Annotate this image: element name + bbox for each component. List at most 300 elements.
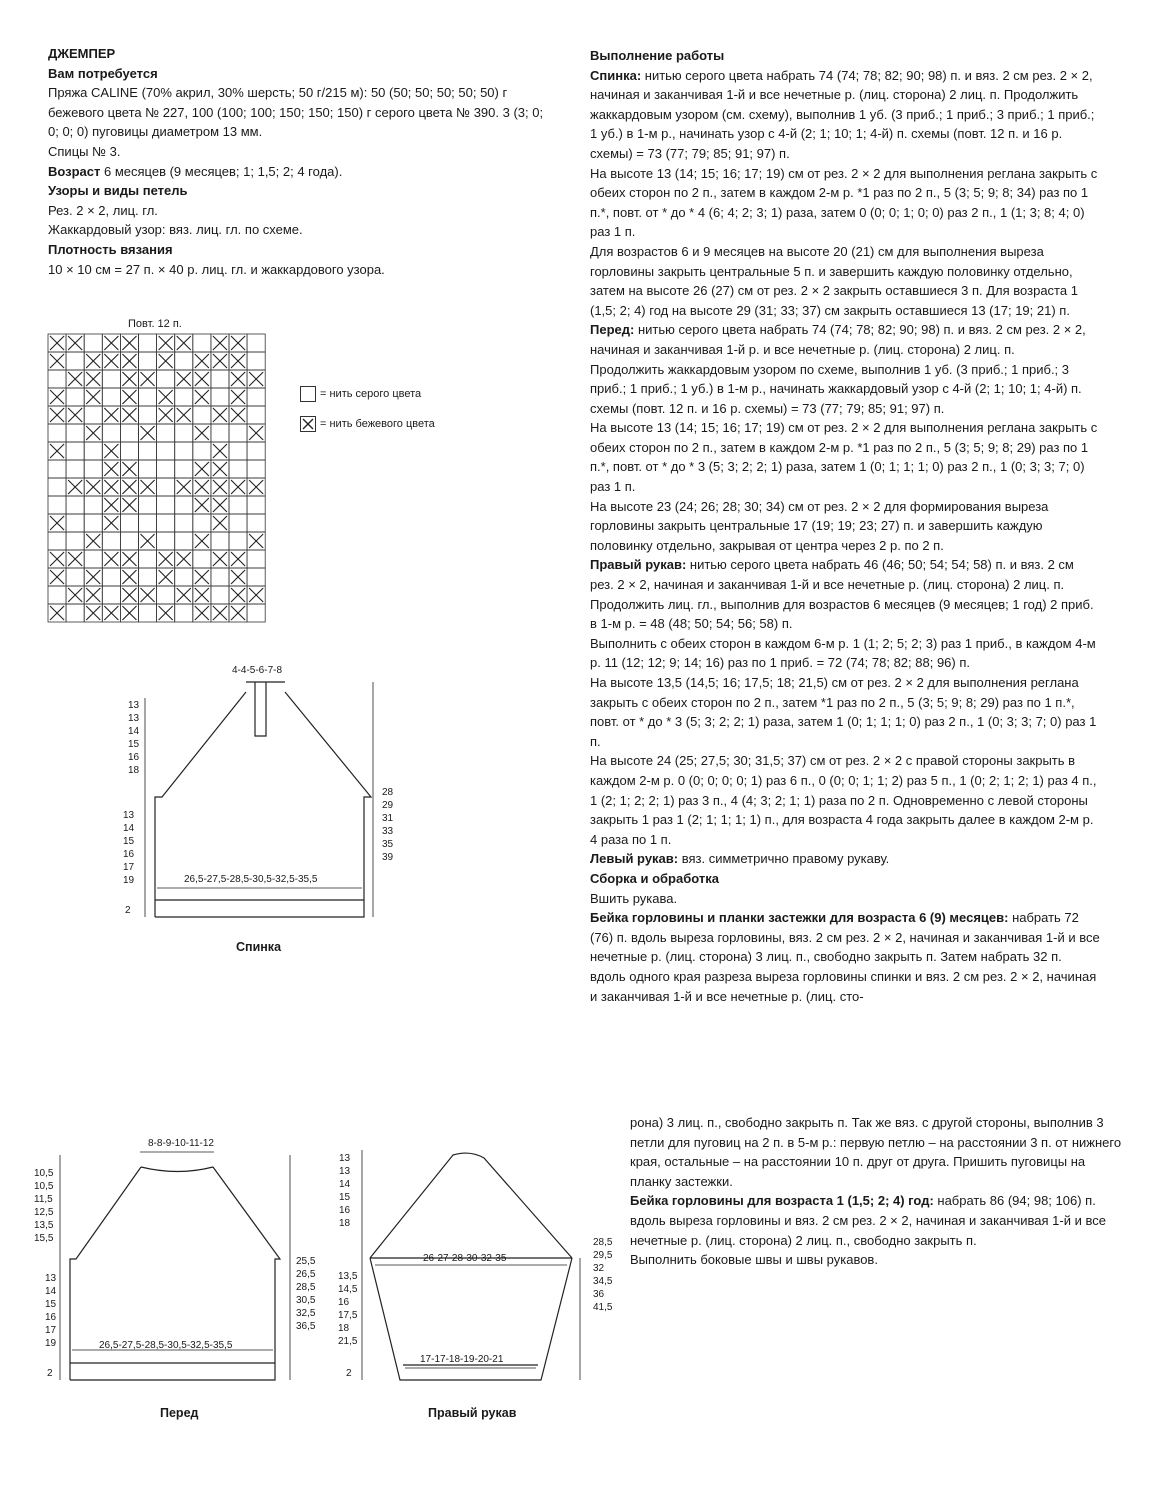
chart-cell: [157, 514, 175, 532]
sleeve-text-1: [590, 555, 1100, 633]
chart-cell: [139, 334, 157, 352]
dim-label: 30,5: [296, 1295, 316, 1306]
chart-cell: [229, 424, 247, 442]
beige-stitch-cross: [213, 606, 227, 620]
dim-label: 13: [339, 1166, 351, 1177]
beige-stitch-cross: [86, 606, 100, 620]
chart-cell: [175, 388, 193, 406]
dim-label: 29,5: [593, 1250, 613, 1261]
instructions-continued: [630, 1113, 1130, 1270]
chart-cell: [84, 514, 102, 532]
chart-cell: [193, 334, 211, 352]
legend-beige: [300, 416, 435, 432]
dim-label: 18: [339, 1218, 351, 1229]
chart-cell: [157, 496, 175, 514]
chart-cell: [66, 424, 84, 442]
chart-cell: [84, 496, 102, 514]
front-heading: Перед:: [590, 322, 635, 338]
beige-stitch-cross: [213, 480, 227, 494]
front-text-2: Продолжить жаккардовым узором по схеме, выполнив 1 уб. (3 приб.; 1 приб.; 3 приб.; 1 приб.; 1 уб.) в 1-м р., начинать жаккардовый узор с 4-й (2; 1; 10; 1; 4-й) п. схемы (повт. 12 п. и 16 р. схемы) = 73 (77; 79; 85; 91; 97) п.: [590, 361, 1082, 416]
gauge-heading: Плотность вязания: [48, 241, 173, 257]
beige-stitch-cross: [231, 408, 245, 422]
beige-stitch-cross: [177, 408, 191, 422]
dim-label: 15: [123, 836, 135, 847]
chart-cell: [247, 352, 265, 370]
chart-cell: [229, 514, 247, 532]
chart-cell: [66, 352, 84, 370]
back-width-label: 26,5-27,5-28,5-30,5-32,5-35,5: [184, 874, 318, 885]
beige-stitch-cross: [122, 480, 136, 494]
dim-label: 14: [128, 726, 140, 737]
front-left-lower: [45, 1272, 56, 1350]
beige-stitch-cross: [122, 462, 136, 476]
beige-stitch-cross: [231, 552, 245, 566]
beige-stitch-cross: [122, 372, 136, 386]
beige-stitch-cross: [141, 372, 155, 386]
legend-grey-label: = нить серого цвета: [320, 388, 422, 400]
beige-stitch-cross: [177, 336, 191, 350]
work-heading: Выполнение работы: [590, 48, 725, 63]
dim-label: 34,5: [593, 1276, 613, 1287]
chart-cell: [175, 514, 193, 532]
chart-cell: [66, 514, 84, 532]
chart-cell: [48, 496, 66, 514]
beige-stitch-cross: [104, 462, 118, 476]
dim-label: 28,5: [593, 1237, 613, 1248]
dim-label: 36: [593, 1289, 605, 1300]
chart-cell: [247, 388, 265, 406]
front-caption: Перед: [160, 1406, 199, 1420]
cross-icon: [300, 416, 316, 432]
beige-stitch-cross: [141, 426, 155, 440]
chart-cell: [247, 334, 265, 352]
front-text-3: На высоте 13 (14; 15; 16; 17; 19) см от рез. 2 × 2 для выполнения реглана закрыть с обеих сторон по 2 п., затем в каждом 2-м р. *1 раз по 2 п., 5 (3; 5; 9; 8; 29) раз по 1 п.*, повт. от * до * 3 (5; 3; 2; 2; 1) раза, затем 1 (0; 1; 1; 1; 0) раз 2 п., 1 (0; 3; 3; 7; 0) раз 1 п.: [590, 420, 1098, 495]
beige-stitch-cross: [122, 354, 136, 368]
materials-heading: Вам потребуется: [48, 65, 158, 81]
dim-label: 26,5: [296, 1269, 316, 1280]
dim-label: 28: [382, 787, 394, 798]
chart-cell: [175, 532, 193, 550]
beige-stitch-cross: [231, 390, 245, 404]
beige-stitch-cross: [50, 336, 64, 350]
dim-label: 17: [123, 862, 135, 873]
chart-cell: [211, 568, 229, 586]
beige-stitch-cross: [86, 426, 100, 440]
band-text-2: рона) 3 лиц. п., свободно закрыть п. Так же вяз. с другой стороны, выполнив 3 петли для пуговиц на 2 п. в 5-м р.: первую петлю – на расстоянии 3 п. от нижнего края, остальные – на расстоянии 10 п. друг от друга. Пришить пуговицы на планку застежки.: [630, 1115, 1122, 1189]
dim-label: 32,5: [296, 1308, 316, 1319]
beige-stitch-cross: [50, 516, 64, 530]
back-text-3: Для возрастов 6 и 9 месяцев на высоте 20 (21) см для выполнения выреза горловины закрыть центральные 5 п. и завершить каждую половинку отдельно, затем на высоте 26 (27) см от рез. 2 × 2 закрыть оставшиеся 3 п. Для возраста 1 (1,5; 2; 4) год на высоте 29 (31; 33; 37) см закрыть оставшиеся 13 (17; 19; 21) п.: [590, 243, 1078, 318]
front-rib-label: 2: [47, 1368, 53, 1379]
beige-stitch-cross: [195, 480, 209, 494]
chart-cell: [102, 388, 120, 406]
chart-cell: [211, 586, 229, 604]
chart-cell: [193, 442, 211, 460]
chart-cell: [211, 388, 229, 406]
back-left-lower: [123, 809, 134, 887]
beige-stitch-cross: [159, 354, 173, 368]
paragraph-text: нитью серого цвета набрать 74 (74; 78; 82; 90; 98) п. и вяз. 2 см рез. 2 × 2, начиная и заканчивая 1-й р. и все нечетные р. (лиц. сторона) 2 лиц. п.: [590, 322, 1086, 357]
paragraph-text: набрать 72 (76) п. вдоль выреза горловины, вяз. 2 см рез. 2 × 2, начиная и заканчивая 1-й и все нечетные р. (лиц. сторона) 3 лиц. п., свободно закрыть п. Затем набрать 32 п. вдоль одного края разреза выреза горловины спинки и вяз. 2 см рез. 2 × 2, начиная и заканчивая 1-й и все нечетные р. (лиц. сто-: [590, 910, 1100, 1004]
beige-stitch-cross: [50, 552, 64, 566]
dim-label: 19: [123, 875, 135, 886]
dim-label: 15: [339, 1192, 351, 1203]
front-top-label: 8-8-9-10-11-12: [148, 1138, 214, 1149]
beige-stitch-cross: [195, 372, 209, 386]
sleeve-text-3: На высоте 13,5 (14,5; 16; 17,5; 18; 21,5) см от рез. 2 × 2 для выполнения реглана закрыть с обеих сторон по 2 п., затем *1 раз по 2 п., 5 (3; 5; 9; 8; 29) раз по 1 п.*, повт. от * до * 3 (5; 3; 2; 2; 1) раза, затем 1 (0; 1; 1; 1; 0) раз 2 п., 1 (0; 3; 3; 7; 0) раз 1 п.: [590, 675, 1097, 749]
chart-cell: [211, 532, 229, 550]
dim-label: 11,5: [34, 1194, 53, 1205]
front-width-label: 26,5-27,5-28,5-30,5-32,5-35,5: [99, 1340, 233, 1351]
chart-cell: [84, 460, 102, 478]
dim-label: 32: [593, 1263, 605, 1274]
chart-cell: [84, 550, 102, 568]
beige-stitch-cross: [231, 606, 245, 620]
beige-stitch-cross: [86, 480, 100, 494]
chart-cell: [157, 478, 175, 496]
chart-cell: [157, 532, 175, 550]
chart-cell: [139, 442, 157, 460]
beige-stitch-cross: [231, 372, 245, 386]
beige-stitch-cross: [195, 606, 209, 620]
chart-cell: [66, 460, 84, 478]
chart-cell: [48, 478, 66, 496]
chart-cell: [157, 586, 175, 604]
back-rib-label: 2: [125, 905, 131, 916]
beige-stitch-cross: [159, 408, 173, 422]
beige-stitch-cross: [195, 462, 209, 476]
chart-cell: [139, 550, 157, 568]
chart-cell: [193, 406, 211, 424]
beige-stitch-cross: [104, 480, 118, 494]
beige-stitch-cross: [213, 462, 227, 476]
chart-cell: [102, 532, 120, 550]
dim-label: 14,5: [338, 1284, 358, 1295]
beige-stitch-cross: [50, 444, 64, 458]
chart-cell: [139, 568, 157, 586]
beige-stitch-cross: [159, 570, 173, 584]
chart-cell: [139, 388, 157, 406]
assembly-heading: Сборка и обработка: [590, 870, 719, 886]
beige-stitch-cross: [213, 336, 227, 350]
back-top-label: 4-4-5-6-7-8: [232, 665, 283, 676]
dim-label: 15: [45, 1299, 57, 1310]
rib-text: Рез. 2 × 2, лиц. гл.: [48, 202, 158, 218]
age-value: 6 месяцев (9 месяцев; 1; 1,5; 2; 4 года).: [100, 163, 343, 179]
chart-cell: [66, 532, 84, 550]
beige-stitch-cross: [50, 354, 64, 368]
beige-stitch-cross: [177, 588, 191, 602]
legend-beige-label: = нить бежевого цвета: [320, 418, 435, 430]
beige-stitch-cross: [213, 408, 227, 422]
back-heading: Спинка:: [590, 67, 642, 83]
chart-cell: [66, 496, 84, 514]
beige-stitch-cross: [249, 372, 263, 386]
beige-stitch-cross: [249, 534, 263, 548]
chart-cell: [102, 568, 120, 586]
chart-cell: [48, 532, 66, 550]
chart-repeat-label: Повт. 12 п.: [128, 318, 182, 330]
beige-stitch-cross: [213, 516, 227, 530]
beige-stitch-cross: [122, 606, 136, 620]
chart-cell: [139, 604, 157, 622]
beige-stitch-cross: [159, 552, 173, 566]
dim-label: 15,5: [34, 1233, 54, 1244]
paragraph-text: вяз. симметрично правому рукаву.: [678, 851, 890, 867]
dim-label: 33: [382, 826, 394, 837]
paragraph-text: нитью серого цвета набрать 74 (74; 78; 82; 90; 98) п. и вяз. 2 см рез. 2 × 2, начиная и заканчивая 1-й и все нечетные р. (лиц. сторона) 2 лиц. п. Продолжить жаккардовым узором (см. схему), выполнив 1 уб. (3 приб.; 1 приб.; 3 приб.; 1 приб.; 1 уб.) в 1-м р., начинать узор с 4-й (2; 1; 10; 1; 4-й) п. схемы (повт. 12 п. и 16 р. схемы) = 73 (77; 79; 85; 91; 97) п.: [590, 67, 1095, 161]
paragraph-text: набрать 86 (94; 98; 106) п. вдоль выреза горловины и вяз. 2 см рез. 2 × 2, начиная и заканчивая 1-й и все нечетные р. (лиц. сторона) 2 лиц. п., свободно закрыть п.: [630, 1193, 1106, 1248]
dim-label: 10,5: [34, 1181, 54, 1192]
assembly-text: Вшить рукава.: [590, 890, 678, 906]
beige-stitch-cross: [213, 354, 227, 368]
beige-stitch-cross: [177, 552, 191, 566]
chart-cell: [102, 586, 120, 604]
dim-label: 36,5: [296, 1321, 316, 1332]
dim-label: 10,5: [34, 1168, 54, 1179]
beige-stitch-cross: [195, 570, 209, 584]
beige-stitch-cross: [68, 336, 82, 350]
legend-grey: [300, 386, 421, 402]
chart-cell: [193, 514, 211, 532]
beige-stitch-cross: [213, 444, 227, 458]
chart-cell: [175, 442, 193, 460]
beige-stitch-cross: [86, 354, 100, 368]
pattern-title: ДЖЕМПЕР: [48, 46, 116, 61]
chart-cell: [66, 604, 84, 622]
beige-stitch-cross: [231, 480, 245, 494]
chart-cell: [175, 496, 193, 514]
chart-cell: [84, 406, 102, 424]
chart-cell: [247, 550, 265, 568]
chart-cell: [175, 352, 193, 370]
dim-label: 35: [382, 839, 394, 850]
chart-cell: [48, 586, 66, 604]
chart-cell: [84, 442, 102, 460]
beige-stitch-cross: [104, 336, 118, 350]
chart-cell: [247, 514, 265, 532]
beige-stitch-cross: [122, 498, 136, 512]
chart-cell: [139, 496, 157, 514]
dim-label: 14: [45, 1286, 57, 1297]
sleeve-text-4: На высоте 24 (25; 27,5; 30; 31,5; 37) см от рез. 2 × 2 с правой стороны закрыть в каждом 2-м р. 0 (0; 0; 0; 0; 1) раз 6 п., 0 (0; 0; 1; 1; 2) раз 5 п., 1 (0; 2; 1; 2; 1) раз 4 п., 1 (2; 1; 2; 2; 1) раз 3 п., 4 (4; 3; 2; 1; 1) раза по 2 п. Одновременно с левой стороны закрыть 1 раз 1 (2; 1; 1; 1; 1) п., для возраста 4 года закрыть далее в каждом 2-м р. 4 раза по 1 п.: [590, 753, 1097, 847]
jacquard-chart: [48, 334, 268, 624]
dim-label: 13,5: [34, 1220, 54, 1231]
chart-cell: [120, 532, 138, 550]
chart-cell: [157, 460, 175, 478]
chart-cell: [193, 550, 211, 568]
chart-cell: [157, 370, 175, 388]
beige-stitch-cross: [104, 516, 118, 530]
beige-stitch-cross: [104, 408, 118, 422]
beige-stitch-cross: [122, 588, 136, 602]
beige-stitch-cross: [86, 570, 100, 584]
band2-heading: Бейка горловины для возраста 1 (1,5; 2; 4) год:: [630, 1193, 934, 1209]
chart-cell: [247, 568, 265, 586]
dim-label: 39: [382, 852, 394, 863]
sleeve-rib-label: 2: [346, 1368, 352, 1379]
dim-label: 12,5: [34, 1207, 54, 1218]
beige-swatch: [300, 416, 316, 432]
back-caption: Спинка: [236, 940, 282, 954]
sleeve-cuff-label: 17-17-18-19-20-21: [420, 1354, 504, 1365]
back-left-upper: [128, 699, 139, 777]
chart-cell: [175, 460, 193, 478]
beige-stitch-cross: [195, 354, 209, 368]
sleeve-caption: Правый рукав: [428, 1406, 517, 1420]
beige-stitch-cross: [213, 498, 227, 512]
beige-stitch-cross: [195, 534, 209, 548]
dim-label: 31: [382, 813, 394, 824]
chart-cell: [175, 424, 193, 442]
chart-cell: [175, 604, 193, 622]
back-text-2: На высоте 13 (14; 15; 16; 17; 19) см от рез. 2 × 2 для выполнения реглана закрыть с обеих сторон по 2 п., затем в каждом 2-м р. *1 раз по 2 п., 5 (3; 5; 9; 8; 34) раз по 1 п.*, повт. от * до * 4 (6; 4; 2; 3; 1) раза, затем 0 (0; 0; 1; 0; 0) раз 2 п., 1 (1; 3; 8; 4; 0) раз 1 п.: [590, 165, 1098, 240]
chart-cell: [48, 370, 66, 388]
beige-stitch-cross: [195, 498, 209, 512]
dim-label: 17: [45, 1325, 57, 1336]
dim-label: 21,5: [338, 1336, 358, 1347]
beige-stitch-cross: [86, 372, 100, 386]
chart-cell: [229, 442, 247, 460]
sleeve-text-2: Выполнить с обеих сторон в каждом 6-м р. 1 (1; 2; 5; 2; 3) раз 1 приб., в каждом 4-м р. 11 (12; 12; 9; 14; 16) раз по 1 приб. = 72 (74; 78; 82; 88; 96) п.: [590, 635, 1096, 671]
beige-stitch-cross: [86, 588, 100, 602]
dim-label: 29: [382, 800, 394, 811]
sleeve-left-upper: [339, 1152, 350, 1230]
chart-cell: [157, 424, 175, 442]
chart-cell: [84, 334, 102, 352]
sleeve-left-lower: [338, 1270, 357, 1348]
chart-cell: [139, 406, 157, 424]
chart-cell: [247, 496, 265, 514]
patterns-heading: Узоры и виды петель: [48, 183, 188, 199]
dim-label: 14: [339, 1179, 351, 1190]
sleeve-right-dims: [593, 1236, 612, 1314]
beige-stitch-cross: [122, 336, 136, 350]
beige-stitch-cross: [122, 390, 136, 404]
beige-stitch-cross: [159, 390, 173, 404]
dim-label: 16: [338, 1297, 350, 1308]
back-right-dims: [382, 786, 393, 864]
beige-stitch-cross: [231, 354, 245, 368]
chart-cell: [102, 424, 120, 442]
beige-stitch-cross: [50, 408, 64, 422]
grey-swatch: [300, 386, 316, 402]
beige-stitch-cross: [86, 390, 100, 404]
sleeve-width-label: 26-27-28-30-32-35: [423, 1253, 507, 1264]
beige-stitch-cross: [141, 534, 155, 548]
dim-label: 18: [338, 1323, 350, 1334]
beige-stitch-cross: [195, 588, 209, 602]
beige-stitch-cross: [122, 408, 136, 422]
dim-label: 16: [339, 1205, 351, 1216]
dim-label: 14: [123, 823, 135, 834]
chart-cell: [120, 424, 138, 442]
dim-label: 19: [45, 1338, 57, 1349]
chart-cell: [66, 442, 84, 460]
beige-stitch-cross: [104, 552, 118, 566]
beige-stitch-cross: [249, 426, 263, 440]
dim-label: 13: [45, 1273, 57, 1284]
chart-cell: [175, 568, 193, 586]
chart-cell: [102, 370, 120, 388]
dim-label: 28,5: [296, 1282, 316, 1293]
chart-cell: [139, 514, 157, 532]
chart-cell: [229, 460, 247, 478]
chart-cell: [66, 388, 84, 406]
dim-label: 13: [339, 1153, 351, 1164]
chart-cell: [247, 460, 265, 478]
beige-stitch-cross: [141, 480, 155, 494]
beige-stitch-cross: [86, 534, 100, 548]
front-left-upper: [34, 1167, 53, 1245]
chart-cell: [247, 406, 265, 424]
dim-label: 16: [128, 752, 140, 763]
dim-label: 13: [128, 700, 140, 711]
dim-label: 16: [123, 849, 135, 860]
dim-label: 18: [128, 765, 140, 776]
chart-cell: [229, 532, 247, 550]
beige-stitch-cross: [104, 444, 118, 458]
beige-stitch-cross: [104, 606, 118, 620]
beige-stitch-cross: [249, 588, 263, 602]
beige-stitch-cross: [68, 408, 82, 422]
beige-stitch-cross: [195, 426, 209, 440]
beige-stitch-cross: [50, 570, 64, 584]
band2-text: [630, 1191, 1130, 1250]
beige-stitch-cross: [68, 480, 82, 494]
sleeve-heading: Правый рукав:: [590, 557, 687, 573]
beige-stitch-cross: [159, 606, 173, 620]
materials-section: [48, 44, 548, 279]
beige-stitch-cross: [68, 552, 82, 566]
left-sleeve-text: [590, 849, 1100, 869]
beige-stitch-cross: [231, 588, 245, 602]
dim-label: 13,5: [338, 1271, 358, 1282]
beige-stitch-cross: [177, 480, 191, 494]
left-sleeve-heading: Левый рукав:: [590, 851, 679, 867]
front-text-4: На высоте 23 (24; 26; 28; 30; 34) см от рез. 2 × 2 для формирования выреза горловины закрыть центральные 17 (19; 19; 23; 27) п. и завершить каждую половинку отдельно, закрывая от центра через 2 р. по 2 п.: [590, 498, 1049, 553]
jacquard-text: Жаккардовый узор: вяз. лиц. гл. по схеме.: [48, 222, 303, 238]
dim-label: 13: [128, 713, 140, 724]
finish-text: Выполнить боковые швы и швы рукавов.: [630, 1252, 878, 1268]
chart-cell: [211, 370, 229, 388]
chart-cell: [139, 460, 157, 478]
chart-cell: [211, 424, 229, 442]
age-text: [48, 162, 548, 182]
dim-label: 16: [45, 1312, 57, 1323]
beige-stitch-cross: [213, 552, 227, 566]
beige-stitch-cross: [104, 498, 118, 512]
needles-text: Спицы № 3.: [48, 143, 121, 159]
back-text-1: [590, 66, 1100, 164]
chart-cell: [247, 604, 265, 622]
chart-cell: [139, 352, 157, 370]
chart-cell: [120, 442, 138, 460]
beige-stitch-cross: [177, 372, 191, 386]
beige-stitch-cross: [104, 354, 118, 368]
beige-stitch-cross: [50, 390, 64, 404]
dim-label: 13: [123, 810, 135, 821]
beige-stitch-cross: [68, 372, 82, 386]
chart-cell: [120, 514, 138, 532]
beige-stitch-cross: [122, 552, 136, 566]
paragraph-text: нитью серого цвета набрать 46 (46; 50; 54; 54; 58) п. и вяз. 2 см рез. 2 × 2, начиная и заканчивая 1-й и все нечетные р. (лиц. сторона) 2 лиц. п. Продолжить лиц. гл., выполнив для возрастов 6 месяцев (9 месяцев; 1 год) 2 приб. в 1-м р. = 48 (48; 50; 54; 56; 58) п.: [590, 557, 1094, 632]
beige-stitch-cross: [141, 588, 155, 602]
beige-stitch-cross: [231, 336, 245, 350]
beige-stitch-cross: [68, 588, 82, 602]
instructions-section: [590, 46, 1100, 1006]
band-heading: Бейка горловины и планки застежки для возраста 6 (9) месяцев:: [590, 910, 1009, 926]
